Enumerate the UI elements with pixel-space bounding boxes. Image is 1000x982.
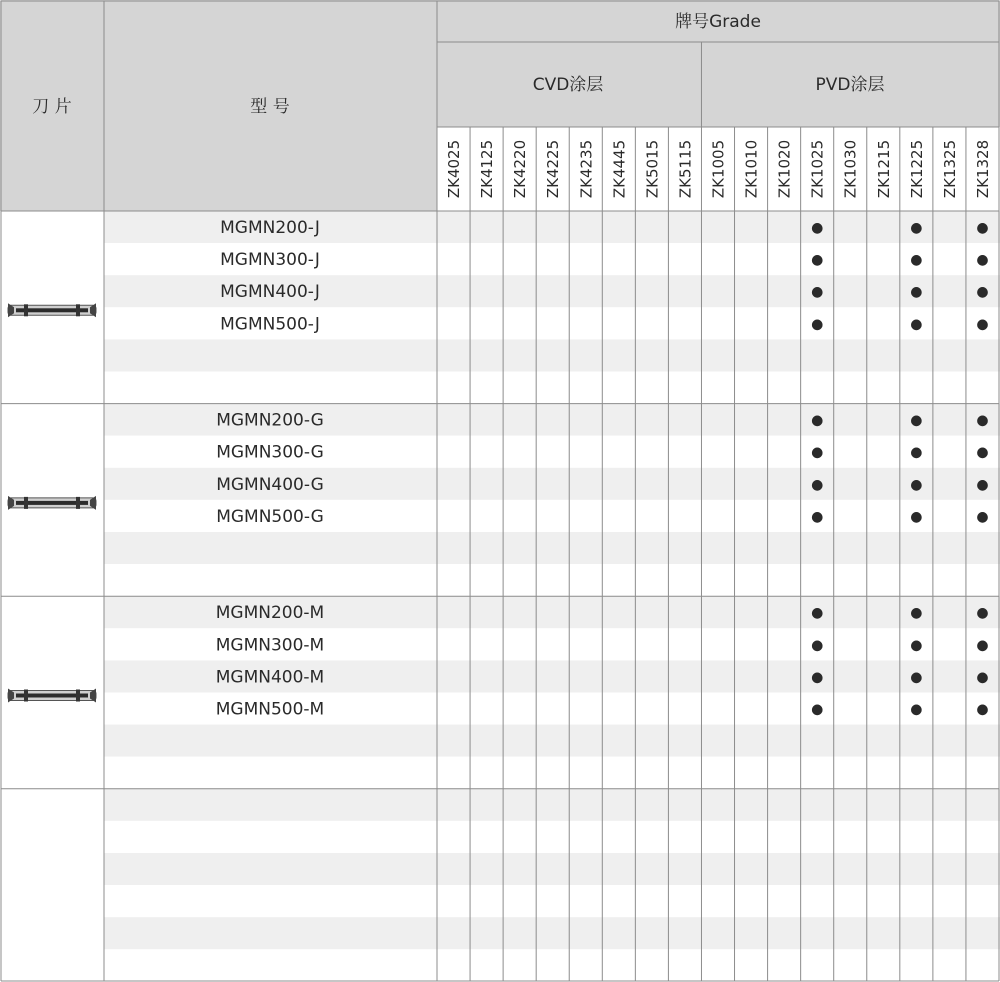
grade-code-ZK1030: ZK1030 bbox=[841, 139, 860, 199]
grade-marker-MGMN500-M-ZK1328: ● bbox=[976, 701, 989, 718]
grade-code-ZK4025: ZK4025 bbox=[445, 139, 464, 199]
model-MGMN300-J: MGMN300-J bbox=[220, 250, 320, 271]
grade-marker-MGMN300-M-ZK1025: ● bbox=[811, 637, 824, 654]
grade-marker-MGMN500-G-ZK1225: ● bbox=[910, 508, 923, 525]
grade-code-ZK1328: ZK1328 bbox=[973, 139, 992, 199]
grade-marker-MGMN300-G-ZK1225: ● bbox=[910, 444, 923, 461]
grade-marker-MGMN500-G-ZK1025: ● bbox=[811, 508, 824, 525]
header-pvd-title: PVD涂层 bbox=[815, 75, 885, 95]
header-insert-label: 刀 片 bbox=[32, 97, 72, 117]
grade-code-ZK1215: ZK1215 bbox=[874, 139, 893, 199]
grade-code-ZK1010: ZK1010 bbox=[742, 139, 761, 199]
grade-marker-MGMN500-J-ZK1225: ● bbox=[910, 316, 923, 333]
grade-marker-MGMN300-G-ZK1025: ● bbox=[811, 444, 824, 461]
model-MGMN200-G: MGMN200-G bbox=[216, 410, 324, 431]
model-MGMN500-G: MGMN500-G bbox=[216, 506, 324, 527]
grade-marker-MGMN200-G-ZK1328: ● bbox=[976, 412, 989, 429]
grade-code-ZK4235: ZK4235 bbox=[577, 139, 596, 199]
grade-code-ZK4125: ZK4125 bbox=[478, 139, 497, 199]
grade-marker-MGMN200-J-ZK1225: ● bbox=[910, 220, 923, 236]
grade-marker-MGMN300-M-ZK1328: ● bbox=[976, 637, 989, 654]
grooving-insert-G-icon bbox=[8, 496, 96, 510]
row-stripe bbox=[104, 821, 1000, 853]
grade-marker-MGMN300-M-ZK1225: ● bbox=[910, 637, 923, 654]
grade-marker-MGMN500-J-ZK1025: ● bbox=[811, 316, 824, 333]
model-MGMN300-M: MGMN300-M bbox=[215, 635, 325, 656]
grade-marker-MGMN300-G-ZK1328: ● bbox=[976, 444, 989, 461]
row-stripe bbox=[104, 532, 1000, 564]
grade-code-ZK1225: ZK1225 bbox=[907, 139, 926, 199]
grade-marker-MGMN200-M-ZK1025: ● bbox=[811, 605, 824, 622]
grade-marker-MGMN400-M-ZK1025: ● bbox=[811, 669, 824, 686]
model-MGMN500-M: MGMN500-M bbox=[215, 699, 325, 720]
row-stripe bbox=[104, 917, 1000, 949]
row-stripe bbox=[104, 789, 1000, 821]
header-grade-title: 牌号Grade bbox=[675, 12, 761, 32]
grade-marker-MGMN400-G-ZK1225: ● bbox=[910, 476, 923, 493]
row-stripe bbox=[104, 757, 1000, 789]
grade-marker-MGMN200-G-ZK1225: ● bbox=[910, 412, 923, 429]
grade-marker-MGMN400-J-ZK1225: ● bbox=[910, 284, 923, 301]
model-MGMN400-J: MGMN400-J bbox=[220, 282, 320, 303]
grade-code-ZK1005: ZK1005 bbox=[709, 139, 728, 199]
grade-marker-MGMN400-J-ZK1025: ● bbox=[811, 284, 824, 301]
model-MGMN200-J: MGMN200-J bbox=[220, 218, 320, 238]
grade-marker-MGMN400-M-ZK1328: ● bbox=[976, 669, 989, 686]
row-stripe bbox=[104, 372, 1000, 404]
grade-marker-MGMN300-J-ZK1328: ● bbox=[976, 252, 989, 269]
row-stripe bbox=[104, 949, 1000, 981]
grade-marker-MGMN400-J-ZK1328: ● bbox=[976, 284, 989, 301]
grade-code-headers bbox=[445, 140, 992, 198]
grade-code-ZK1025: ZK1025 bbox=[808, 139, 827, 199]
grade-marker-MGMN400-G-ZK1025: ● bbox=[811, 476, 824, 493]
grade-marker-MGMN200-G-ZK1025: ● bbox=[811, 412, 824, 429]
model-MGMN400-G: MGMN400-G bbox=[216, 474, 324, 495]
model-MGMN400-M: MGMN400-M bbox=[215, 667, 325, 688]
grade-marker-MGMN400-M-ZK1225: ● bbox=[910, 669, 923, 686]
grade-marker-MGMN200-M-ZK1225: ● bbox=[910, 605, 923, 622]
model-MGMN300-G: MGMN300-G bbox=[216, 442, 324, 463]
grade-code-ZK4445: ZK4445 bbox=[610, 139, 629, 199]
grade-code-ZK4220: ZK4220 bbox=[511, 139, 530, 199]
grade-code-ZK4225: ZK4225 bbox=[544, 139, 563, 199]
insert-images bbox=[8, 303, 96, 702]
row-stripe bbox=[104, 853, 1000, 885]
grade-marker-MGMN300-J-ZK1025: ● bbox=[811, 252, 824, 269]
header-cvd-title: CVD涂层 bbox=[532, 75, 604, 95]
grade-code-ZK1020: ZK1020 bbox=[775, 139, 794, 199]
grade-marker-MGMN200-J-ZK1025: ● bbox=[811, 220, 824, 236]
grade-marker-MGMN500-G-ZK1328: ● bbox=[976, 508, 989, 525]
grooving-insert-M-icon bbox=[8, 689, 96, 703]
grade-marker-MGMN500-J-ZK1328: ● bbox=[976, 316, 989, 333]
row-stripe bbox=[104, 885, 1000, 917]
grade-marker-MGMN200-J-ZK1328: ● bbox=[976, 220, 989, 236]
model-MGMN500-J: MGMN500-J bbox=[220, 314, 320, 335]
grade-marker-MGMN500-M-ZK1025: ● bbox=[811, 701, 824, 718]
header-model-label: 型 号 bbox=[250, 97, 290, 117]
model-MGMN200-M: MGMN200-M bbox=[215, 603, 325, 624]
grade-marker-MGMN400-G-ZK1328: ● bbox=[976, 476, 989, 493]
grade-code-ZK5015: ZK5015 bbox=[643, 139, 662, 199]
grooving-insert-J-icon bbox=[8, 303, 96, 317]
row-stripe bbox=[104, 339, 1000, 371]
grade-code-ZK1325: ZK1325 bbox=[940, 139, 959, 199]
row-stripe bbox=[104, 725, 1000, 757]
grade-marker-MGMN500-M-ZK1225: ● bbox=[910, 701, 923, 718]
grade-marker-MGMN300-J-ZK1225: ● bbox=[910, 252, 923, 269]
row-stripe bbox=[104, 564, 1000, 596]
grade-marker-MGMN200-M-ZK1328: ● bbox=[976, 605, 989, 622]
grade-code-ZK5115: ZK5115 bbox=[676, 139, 695, 199]
